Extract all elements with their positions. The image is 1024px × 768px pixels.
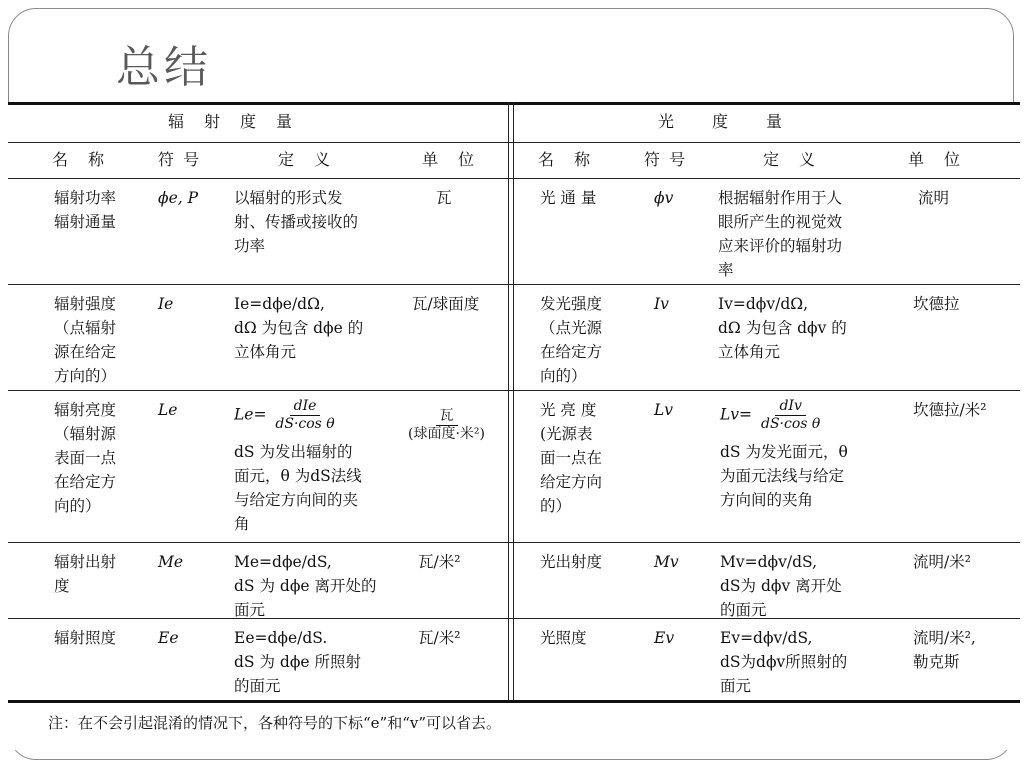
column-symbol-left: 符 号 <box>158 150 202 169</box>
column-name-right: 名 称 <box>538 150 593 169</box>
photometric-row-2-name: 发光强度 （点光源 在给定方 向的） <box>540 295 603 385</box>
radiometric-row-3-formula <box>234 398 404 433</box>
column-unit-left: 单 位 <box>422 150 477 169</box>
formula-fraction <box>757 398 824 433</box>
photometric-row-5-symbol: Ev <box>654 629 675 647</box>
quantities-table <box>8 102 1020 750</box>
photometric-row-3-unit: 坎德拉/米² <box>913 401 987 419</box>
header-rule-1 <box>8 142 1020 143</box>
photometric-row-4-name: 光出射度 <box>540 553 603 571</box>
column-symbol-right: 符 号 <box>644 150 688 169</box>
table-top-rule <box>8 102 1020 105</box>
photometric-header: 光 度 量 <box>658 112 785 131</box>
radiometric-row-4-symbol: Me <box>158 553 184 571</box>
radiometric-row-1-definition: 以辐射的形式发 射、传播或接收的 功率 <box>234 189 359 255</box>
photometric-row-1-name: 光 通 量 <box>540 189 597 207</box>
radiometric-row-2-name: 辐射强度 （点辐射 源在给定 方向的） <box>54 295 117 385</box>
photometric-row-1-definition: 根据辐射作用于人 眼所产生的视觉效 应来评价的辐射功 率 <box>718 189 843 279</box>
row-rule-2 <box>8 390 1020 391</box>
formula-numerator: dIv <box>775 398 805 416</box>
column-definition-left: 定 义 <box>278 150 333 169</box>
photometric-row-3-symbol: Lv <box>654 401 674 419</box>
column-unit-right: 单 位 <box>908 150 963 169</box>
column-name-left: 名 称 <box>52 150 107 169</box>
photometric-row-2-symbol: Iv <box>654 295 669 313</box>
unit-numerator: 瓦 <box>436 408 458 426</box>
unit-denominator: (球面度·米²) <box>408 426 485 442</box>
photometric-row-5-unit: 流明/米², 勒克斯 <box>913 629 976 671</box>
divider-right <box>513 102 514 700</box>
radiometric-row-5-symbol: Ee <box>158 629 179 647</box>
radiometric-row-4-definition: Me=dϕe/dS, dS 为 dϕe 离开处的 面元 <box>234 553 377 619</box>
photometric-row-4-unit: 流明/米² <box>913 553 971 571</box>
divider-left <box>508 102 509 700</box>
table-bottom-rule <box>8 700 1020 703</box>
radiometric-row-1-unit: 瓦 <box>436 189 452 207</box>
radiometric-row-4-unit: 瓦/米² <box>418 553 461 571</box>
header-rule-2 <box>8 178 1020 179</box>
row-rule-3 <box>8 542 1020 543</box>
radiometric-row-5-unit: 瓦/米² <box>418 629 461 647</box>
photometric-row-1-unit: 流明 <box>918 189 950 207</box>
photometric-row-4-definition: Mv=dϕv/dS, dS为 dϕv 离开处 的面元 <box>720 553 842 619</box>
radiometric-row-3-definition: dS 为发出辐射的 面元，θ 为dS法线 与给定方向间的夹 角 <box>234 443 362 533</box>
radiometric-row-1-name: 辐射功率 辐射通量 <box>54 189 117 231</box>
formula-denominator: dS·cos θ <box>275 416 335 432</box>
photometric-row-1-symbol: ϕv <box>654 189 674 207</box>
photometric-row-2-definition: Iv=dϕv/dΩ, dΩ 为包含 dϕv 的 立体角元 <box>718 295 847 361</box>
formula-lhs: Le= <box>234 405 267 424</box>
unit-fraction <box>404 408 489 443</box>
radiometric-row-4-name: 辐射出射 度 <box>54 553 117 595</box>
radiometric-row-3-unit <box>404 408 489 443</box>
photometric-row-3-definition: dS 为发光面元，θ 为面元法线与给定 方向间的夹角 <box>720 443 848 509</box>
photometric-row-5-definition: Ev=dϕv/dS, dS为dϕv所照射的 面元 <box>720 629 848 695</box>
radiometric-row-2-definition: Ie=dϕe/dΩ, dΩ 为包含 dϕe 的 立体角元 <box>234 295 364 361</box>
formula-numerator: dIe <box>290 398 321 416</box>
formula-fraction <box>271 398 338 433</box>
footnote: 注：在不会引起混淆的情况下，各种符号的下标“e”和“v”可以省去。 <box>48 714 502 732</box>
photometric-row-3-name: 光 亮 度 (光源表 面一点在 给定方向 的） <box>540 401 603 515</box>
photometric-row-2-unit: 坎德拉 <box>913 295 960 313</box>
row-rule-1 <box>8 284 1020 285</box>
radiometric-row-2-symbol: Ie <box>158 295 174 313</box>
formula-lhs: Lv= <box>720 405 753 424</box>
radiometric-row-5-definition: Ee=dϕe/dS. dS 为 dϕe 所照射 的面元 <box>234 629 361 695</box>
column-definition-right: 定 义 <box>763 150 818 169</box>
radiometric-row-2-unit: 瓦/球面度 <box>412 295 480 313</box>
photometric-row-4-symbol: Mv <box>654 553 679 571</box>
photometric-row-3-formula <box>720 398 895 433</box>
photometric-row-5-name: 光照度 <box>540 629 587 647</box>
radiometric-row-3-symbol: Le <box>158 401 178 419</box>
radiometric-row-1-symbol: ϕe, P <box>158 189 199 207</box>
radiometric-row-5-name: 辐射照度 <box>54 629 117 647</box>
radiometric-header: 辐 射 度 量 <box>168 112 295 131</box>
formula-denominator: dS·cos θ <box>760 416 821 432</box>
slide-title: 总结 <box>116 42 212 93</box>
radiometric-row-3-name: 辐射亮度 （辐射源 表面一点 在给定方 向的） <box>54 401 117 515</box>
